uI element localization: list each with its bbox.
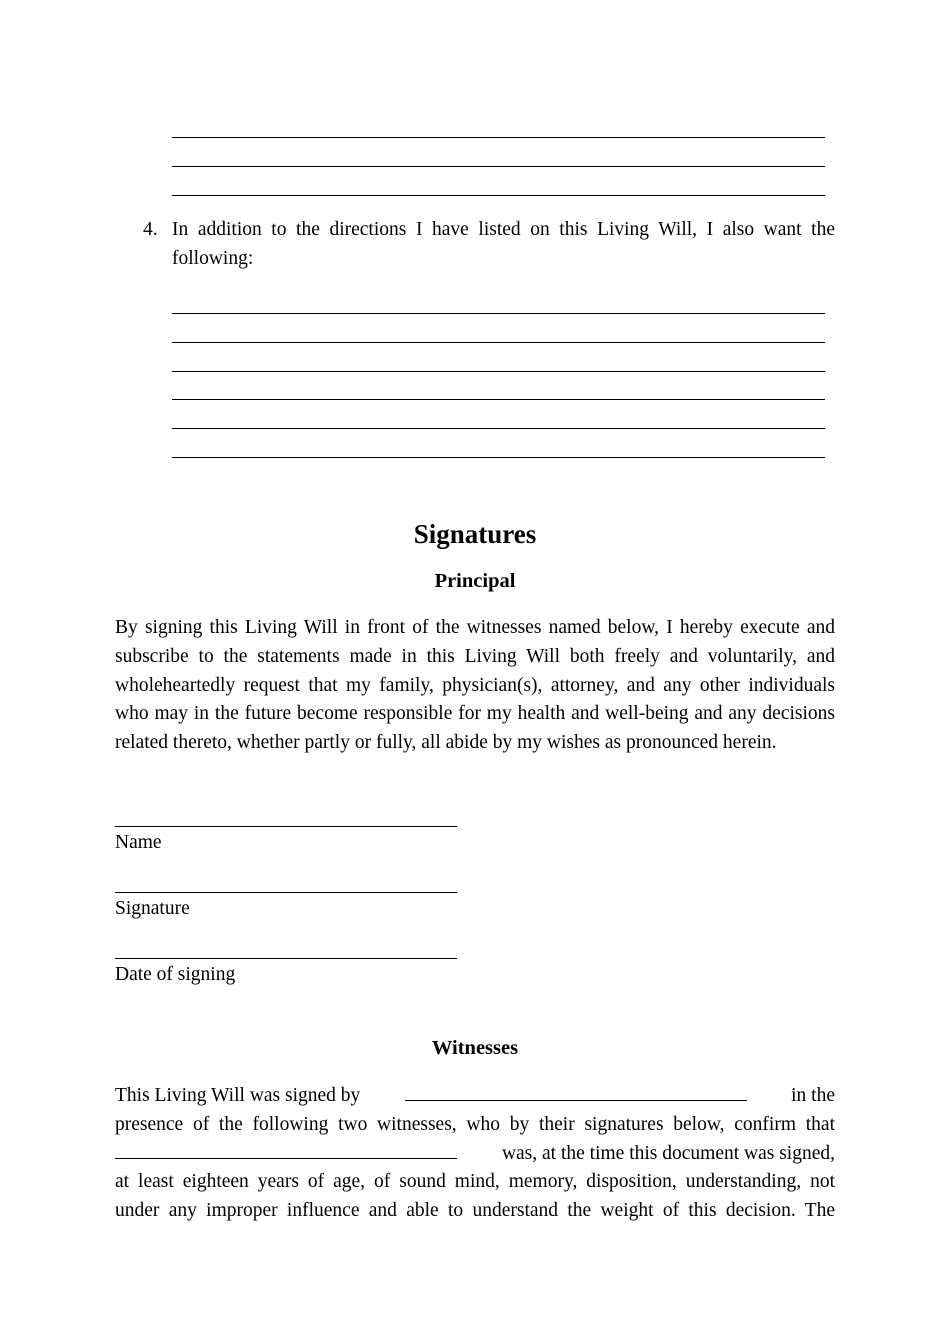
list-item-number: 4. [143,219,158,240]
witness-line-3 [115,1140,835,1169]
name-line [115,826,457,827]
name-label: Name [115,832,162,853]
blank-line [172,137,825,138]
witness-paragraph-rest: at least eighteen years of age, of sound mind, memory, disposition, understanding, not under any improper influence and able to understand the weight of this decision. The [115,1171,835,1222]
blank-line [172,457,825,458]
signature-line [115,892,457,893]
witness-line-1 [115,1082,835,1111]
blank-line [172,428,825,429]
witness-line-2: presence of the following two witnesses, who by their signatures below, confirm that [115,1113,835,1135]
date-label: Date of signing [115,964,236,985]
blank-line [172,166,825,167]
blank-line [172,195,825,196]
list-item-4 [115,215,835,273]
list-item-text: In addition to the directions I have listed on this Living Will, I also want the following: [172,219,835,269]
date-line [115,958,457,959]
principal-name-blank [405,1082,747,1101]
principal-paragraph: By signing this Living Will in front of the witnesses named below, I hereby execute and subscribe to the statements made in this Living Will both freely and voluntarily, and wholeheartedly request that my family, physician(s), attorney, and any other individuals who may in the future become responsible for my health and well-being and any decisions related thereto, whether partly or fully, all abide by my wishes as pronounced herein. [115,617,835,754]
witnesses-paragraph [115,1082,835,1226]
witness-line-3-end: was, at the time this document was signed, [501,1142,835,1164]
witnesses-heading: Witnesses [431,1037,519,1059]
blank-line [172,399,825,400]
signature-label: Signature [115,898,190,919]
witness-line-1-start: This Living Will was signed by [115,1085,361,1106]
principal-name-blank-2 [115,1140,457,1159]
blank-line [172,313,825,314]
section-title: Signatures [413,519,537,549]
principal-heading: Principal [434,570,516,592]
blank-line [172,371,825,372]
witness-line-1-end: in the [791,1085,835,1106]
blank-line [172,342,825,343]
